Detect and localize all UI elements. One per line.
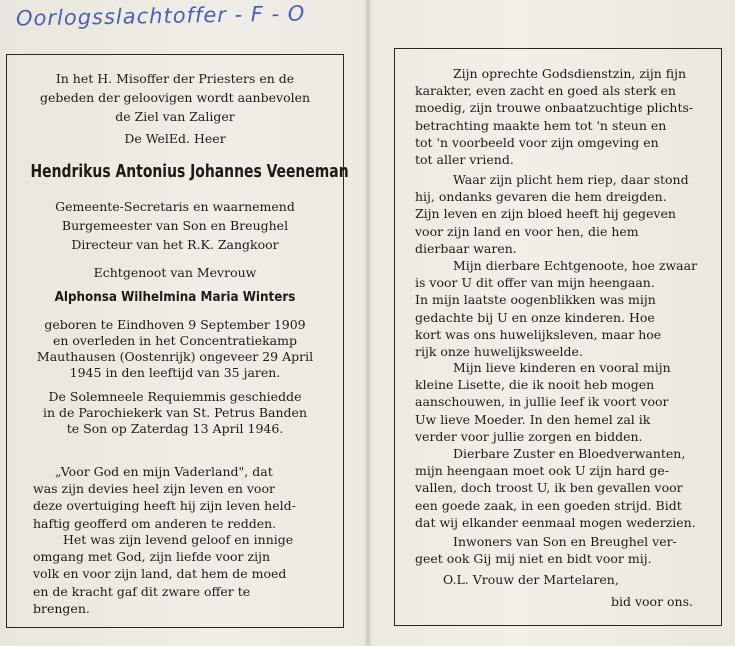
intro-line-2: gebeden der geloovigen wordt aanbevolen (39, 90, 311, 105)
children-paragraph (415, 359, 715, 445)
motto-line-4: haftig geofferd om anderen te redden. (33, 515, 277, 531)
requiem-line-2: in de Parochiekerk van St. Petrus Banden (42, 405, 308, 420)
p5-line-3: vallen, doch troost U, ik ben gevallen voor (415, 480, 683, 496)
faith-line-2: omgang met God, zijn liefde voor zijn (33, 549, 271, 565)
p1-line-5: tot 'n voorbeeld voor zijn omgeving en (415, 134, 659, 150)
p3-line-1: Mijn dierbare Echtgenoote, hoe zwaar (453, 258, 698, 273)
p3-line-4: gedachte bij U en onze kinderen. Hoe (415, 309, 655, 325)
motto-paragraph (33, 463, 329, 532)
life-line-3: Mauthausen (Oostenrijk) ongeveer 29 April (36, 349, 314, 364)
spouse-paragraph (415, 257, 715, 360)
motto-line-2: was zijn devies heel zijn leven en voor (33, 481, 275, 497)
p5-line-4: een goede zaak, in een goeden strijd. Bidt (415, 497, 682, 513)
duty-paragraph (415, 171, 715, 257)
spouse-name: Alphonsa Wilhelmina Maria Winters (54, 290, 296, 305)
residents-paragraph (415, 533, 715, 567)
p4-line-2: kleine Lisette, die ik nooit heb mogen (415, 377, 655, 393)
p4-line-3: aanschouwen, in jullie leef ik voort voor (415, 394, 669, 410)
character-paragraph (415, 65, 715, 168)
life-line-4: 1945 in den leeftijd van 35 jaren. (69, 365, 281, 380)
center-fold (364, 0, 372, 646)
p2-line-3: Zijn leven en zijn bloed heeft hij gegeven (415, 206, 676, 222)
motto-line-1: „Voor God en mijn Vaderland", dat (55, 464, 273, 479)
faith-paragraph (33, 531, 329, 617)
p3-line-6: rijk onze huwelijksweelde. (415, 344, 583, 360)
intro-line-3: de Ziel van Zaliger (115, 109, 235, 124)
faith-line-5: brengen. (33, 600, 90, 616)
p4-line-1: Mijn lieve kinderen en vooral mijn (453, 360, 671, 375)
p3-line-3: In mijn laatste oogenblikken was mijn (415, 292, 656, 308)
left-panel (6, 54, 349, 628)
intro-line-1: In het H. Misoffer der Priesters en de (55, 71, 295, 86)
role-line-3: Directeur van het R.K. Zangkoor (71, 237, 279, 252)
deceased-name: Hendrikus Antonius Johannes Veeneman (30, 161, 349, 182)
p4-line-5: verder voor jullie zorgen en bidden. (415, 428, 643, 444)
right-panel (394, 48, 722, 626)
life-line-2: en overleden in het Concentratiekamp (52, 333, 297, 348)
p4-line-4: Uw lieve Moeder. In den hemel zal ik (415, 411, 651, 427)
prayer-end-line: bid voor ons. (611, 594, 694, 609)
p1-line-3: moedig, zijn trouwe onbaatzuchtige plichts- (415, 100, 694, 116)
requiem-line-3: te Son op Zaterdag 13 April 1946. (66, 421, 284, 436)
p5-line-2: mijn heengaan moet ook U zijn hard ge- (415, 463, 670, 479)
p6-line-1: Inwoners van Son en Breughel ver- (453, 534, 677, 549)
faith-line-3: volk en voor zijn land, dat hem de moed (33, 566, 287, 582)
p1-line-4: betrachting maakte hem tot 'n steun en (415, 117, 667, 133)
role-line-1: Gemeente-Secretaris en waarnemend (55, 199, 295, 214)
p3-line-5: kort was ons huwelijksleven, maar hoe (415, 326, 662, 342)
salutation: De WelEd. Heer (124, 131, 226, 146)
spouse-intro: Echtgenoot van Mevrouw (93, 265, 257, 280)
family-paragraph (415, 445, 715, 531)
requiem-line-1: De Solemneele Requiemmis geschiedde (48, 389, 302, 404)
p2-line-1: Waar zijn plicht hem riep, daar stond (453, 172, 689, 187)
p3-line-2: is voor U dit offer van mijn heengaan. (415, 275, 655, 291)
role-line-2: Burgemeester van Son en Breughel (61, 218, 289, 233)
p2-line-5: dierbaar waren. (415, 240, 517, 256)
handwritten-note: Oorlogsslachtoffer - F - O (15, 1, 306, 31)
faith-line-1: Het was zijn levend geloof en innige (63, 532, 294, 547)
p1-line-6: tot aller vriend. (415, 152, 514, 168)
p1-line-1: Zijn oprechte Godsdienstzin, zijn fijn (453, 66, 687, 81)
motto-line-3: deze overtuiging heeft hij zijn leven held- (33, 498, 296, 514)
prayer-line: O.L. Vrouw der Martelaren, (443, 572, 619, 587)
p2-line-4: voor zijn land en voor hen, die hem (415, 223, 639, 239)
p1-line-2: karakter, even zacht en goed als sterk en (415, 83, 676, 99)
faith-line-4: en de kracht gaf dit zware offer te (33, 583, 251, 599)
life-line-1: geboren te Eindhoven 9 September 1909 (44, 317, 306, 332)
p6-line-2: geet ook Gij mij niet en bidt voor mij. (415, 551, 652, 567)
p5-line-5: dat wij elkander eenmaal mogen wederzien. (415, 514, 696, 530)
p5-line-1: Dierbare Zuster en Bloedverwanten, (453, 446, 686, 461)
p2-line-2: hij, ondanks gevaren die hem dreigden. (415, 189, 667, 205)
